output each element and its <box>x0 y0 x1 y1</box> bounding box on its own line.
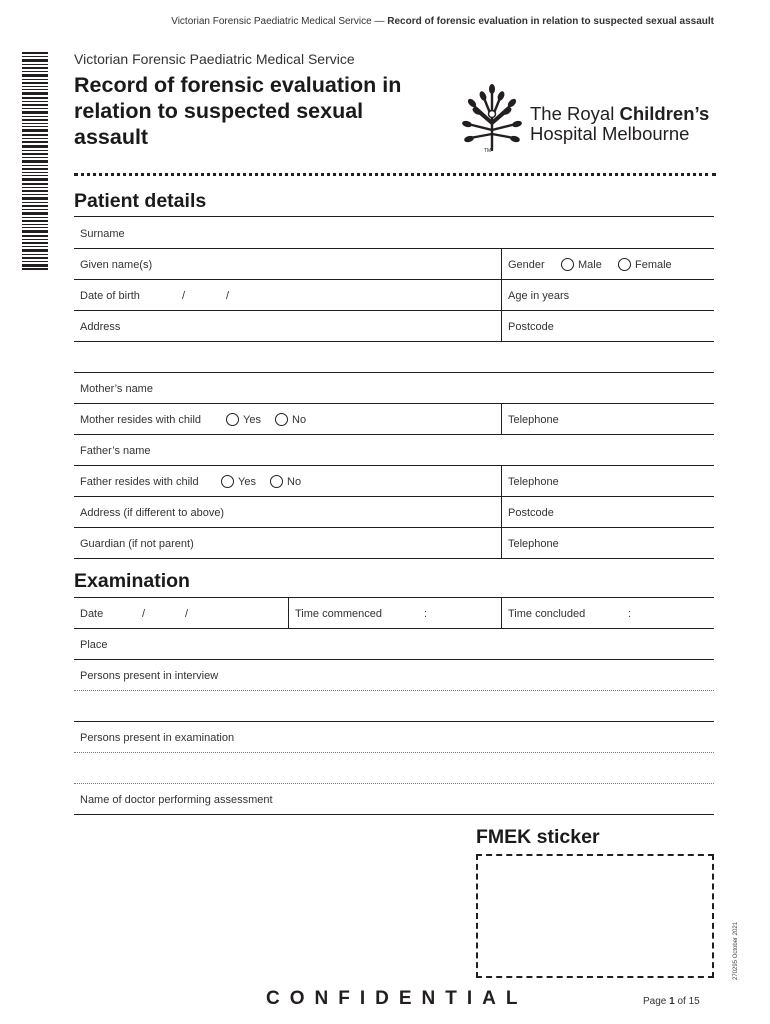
dob-slash: / <box>182 290 186 302</box>
column-divider <box>501 248 502 341</box>
document-title: Record of forensic evaluation in relation to suspected sexual assault <box>74 73 402 149</box>
father-telephone-label: Telephone <box>508 476 559 488</box>
rule <box>74 248 714 249</box>
logo-tm: TM <box>484 148 492 154</box>
mother-resides-no-label: No <box>292 414 307 426</box>
rule <box>74 814 714 815</box>
rule <box>74 527 714 528</box>
rule <box>74 341 714 342</box>
column-divider <box>501 597 502 628</box>
address-different-postcode-label: Postcode <box>508 507 554 519</box>
page-number <box>643 996 700 1007</box>
logo-wordmark <box>530 104 709 144</box>
father-resides-no-label: No <box>287 476 302 488</box>
address-different-label: Address (if different to above) <box>80 507 225 519</box>
rule <box>74 310 714 311</box>
form-code: 270295 October 2021 <box>733 921 739 980</box>
fmek-sticker-box <box>476 854 714 978</box>
mother-telephone-label: Telephone <box>508 414 559 426</box>
father-resides-label: Father resides with child <box>80 476 199 488</box>
dob-label: Date of birth <box>80 290 140 302</box>
rule <box>74 216 714 217</box>
time-commenced-label: Time commenced <box>295 608 383 620</box>
time-commenced-colon: : <box>424 608 428 620</box>
gender-male-label: Male <box>578 259 602 271</box>
mother-resides-yes-radio[interactable] <box>226 413 239 426</box>
logo-line1-bold: Children’s <box>619 103 710 124</box>
confidential-label: CONFIDENTIAL <box>266 988 528 1009</box>
age-label: Age in years <box>508 290 570 302</box>
exam-date-label: Date <box>80 608 104 620</box>
persons-examination-label: Persons present in examination <box>80 732 235 744</box>
dotted-divider <box>74 173 716 176</box>
rule <box>74 628 714 629</box>
given-names-label: Given name(s) <box>80 259 153 271</box>
rule <box>74 496 714 497</box>
exam-date-slash: / <box>185 608 189 620</box>
fmek-sticker-heading: FMEK sticker <box>476 826 600 848</box>
column-divider <box>501 465 502 558</box>
address-label: Address <box>80 321 121 333</box>
gender-male-radio[interactable] <box>561 258 574 271</box>
service-name: Victorian Forensic Paediatric Medical Service <box>74 51 355 67</box>
page-prefix: Page <box>643 996 670 1007</box>
persons-interview-label: Persons present in interview <box>80 670 219 682</box>
surname-label: Surname <box>80 228 125 240</box>
barcode-icon <box>22 52 48 270</box>
rule <box>74 721 714 722</box>
dotted-rule <box>74 752 714 753</box>
time-concluded-label: Time concluded <box>508 608 586 620</box>
rule <box>74 465 714 466</box>
page-current: 1 <box>669 996 675 1007</box>
logo-line1-regular: The Royal <box>530 103 620 124</box>
rule <box>74 403 714 404</box>
rule <box>74 372 714 373</box>
father-resides-yes-radio[interactable] <box>221 475 234 488</box>
dotted-rule <box>74 690 714 691</box>
postcode-label: Postcode <box>508 321 554 333</box>
logo-line2: Hospital Melbourne <box>530 123 690 144</box>
time-concluded-colon: : <box>628 608 632 620</box>
place-label: Place <box>80 639 108 651</box>
doctor-label: Name of doctor performing assessment <box>80 794 273 806</box>
father-resides-yes-label: Yes <box>238 476 256 488</box>
dob-slash: / <box>226 290 230 302</box>
running-header-title: Record of forensic evaluation in relation to suspected sexual assault <box>387 16 714 27</box>
column-divider <box>501 403 502 434</box>
mothers-name-label: Mother’s name <box>80 383 153 395</box>
gender-label: Gender <box>508 259 545 271</box>
father-resides-no-radio[interactable] <box>270 475 283 488</box>
gender-female-label: Female <box>635 259 672 271</box>
mother-resides-no-radio[interactable] <box>275 413 288 426</box>
mother-resides-label: Mother resides with child <box>80 414 202 426</box>
examination-heading: Examination <box>74 570 190 592</box>
rule <box>74 434 714 435</box>
gender-female-radio[interactable] <box>618 258 631 271</box>
exam-date-slash: / <box>142 608 146 620</box>
column-divider <box>288 597 289 628</box>
mother-resides-yes-label: Yes <box>243 414 261 426</box>
patient-details-heading: Patient details <box>74 190 207 212</box>
rule <box>74 659 714 660</box>
rule <box>74 558 714 559</box>
fathers-name-label: Father’s name <box>80 445 151 457</box>
running-header-service: Victorian Forensic Paediatric Medical Service — <box>171 16 388 27</box>
page-suffix: of 15 <box>674 996 700 1007</box>
guardian-telephone-label: Telephone <box>508 538 559 550</box>
guardian-label: Guardian (if not parent) <box>80 538 194 550</box>
running-header <box>171 16 714 27</box>
dotted-rule <box>74 783 714 784</box>
rule <box>74 597 714 598</box>
rule <box>74 279 714 280</box>
